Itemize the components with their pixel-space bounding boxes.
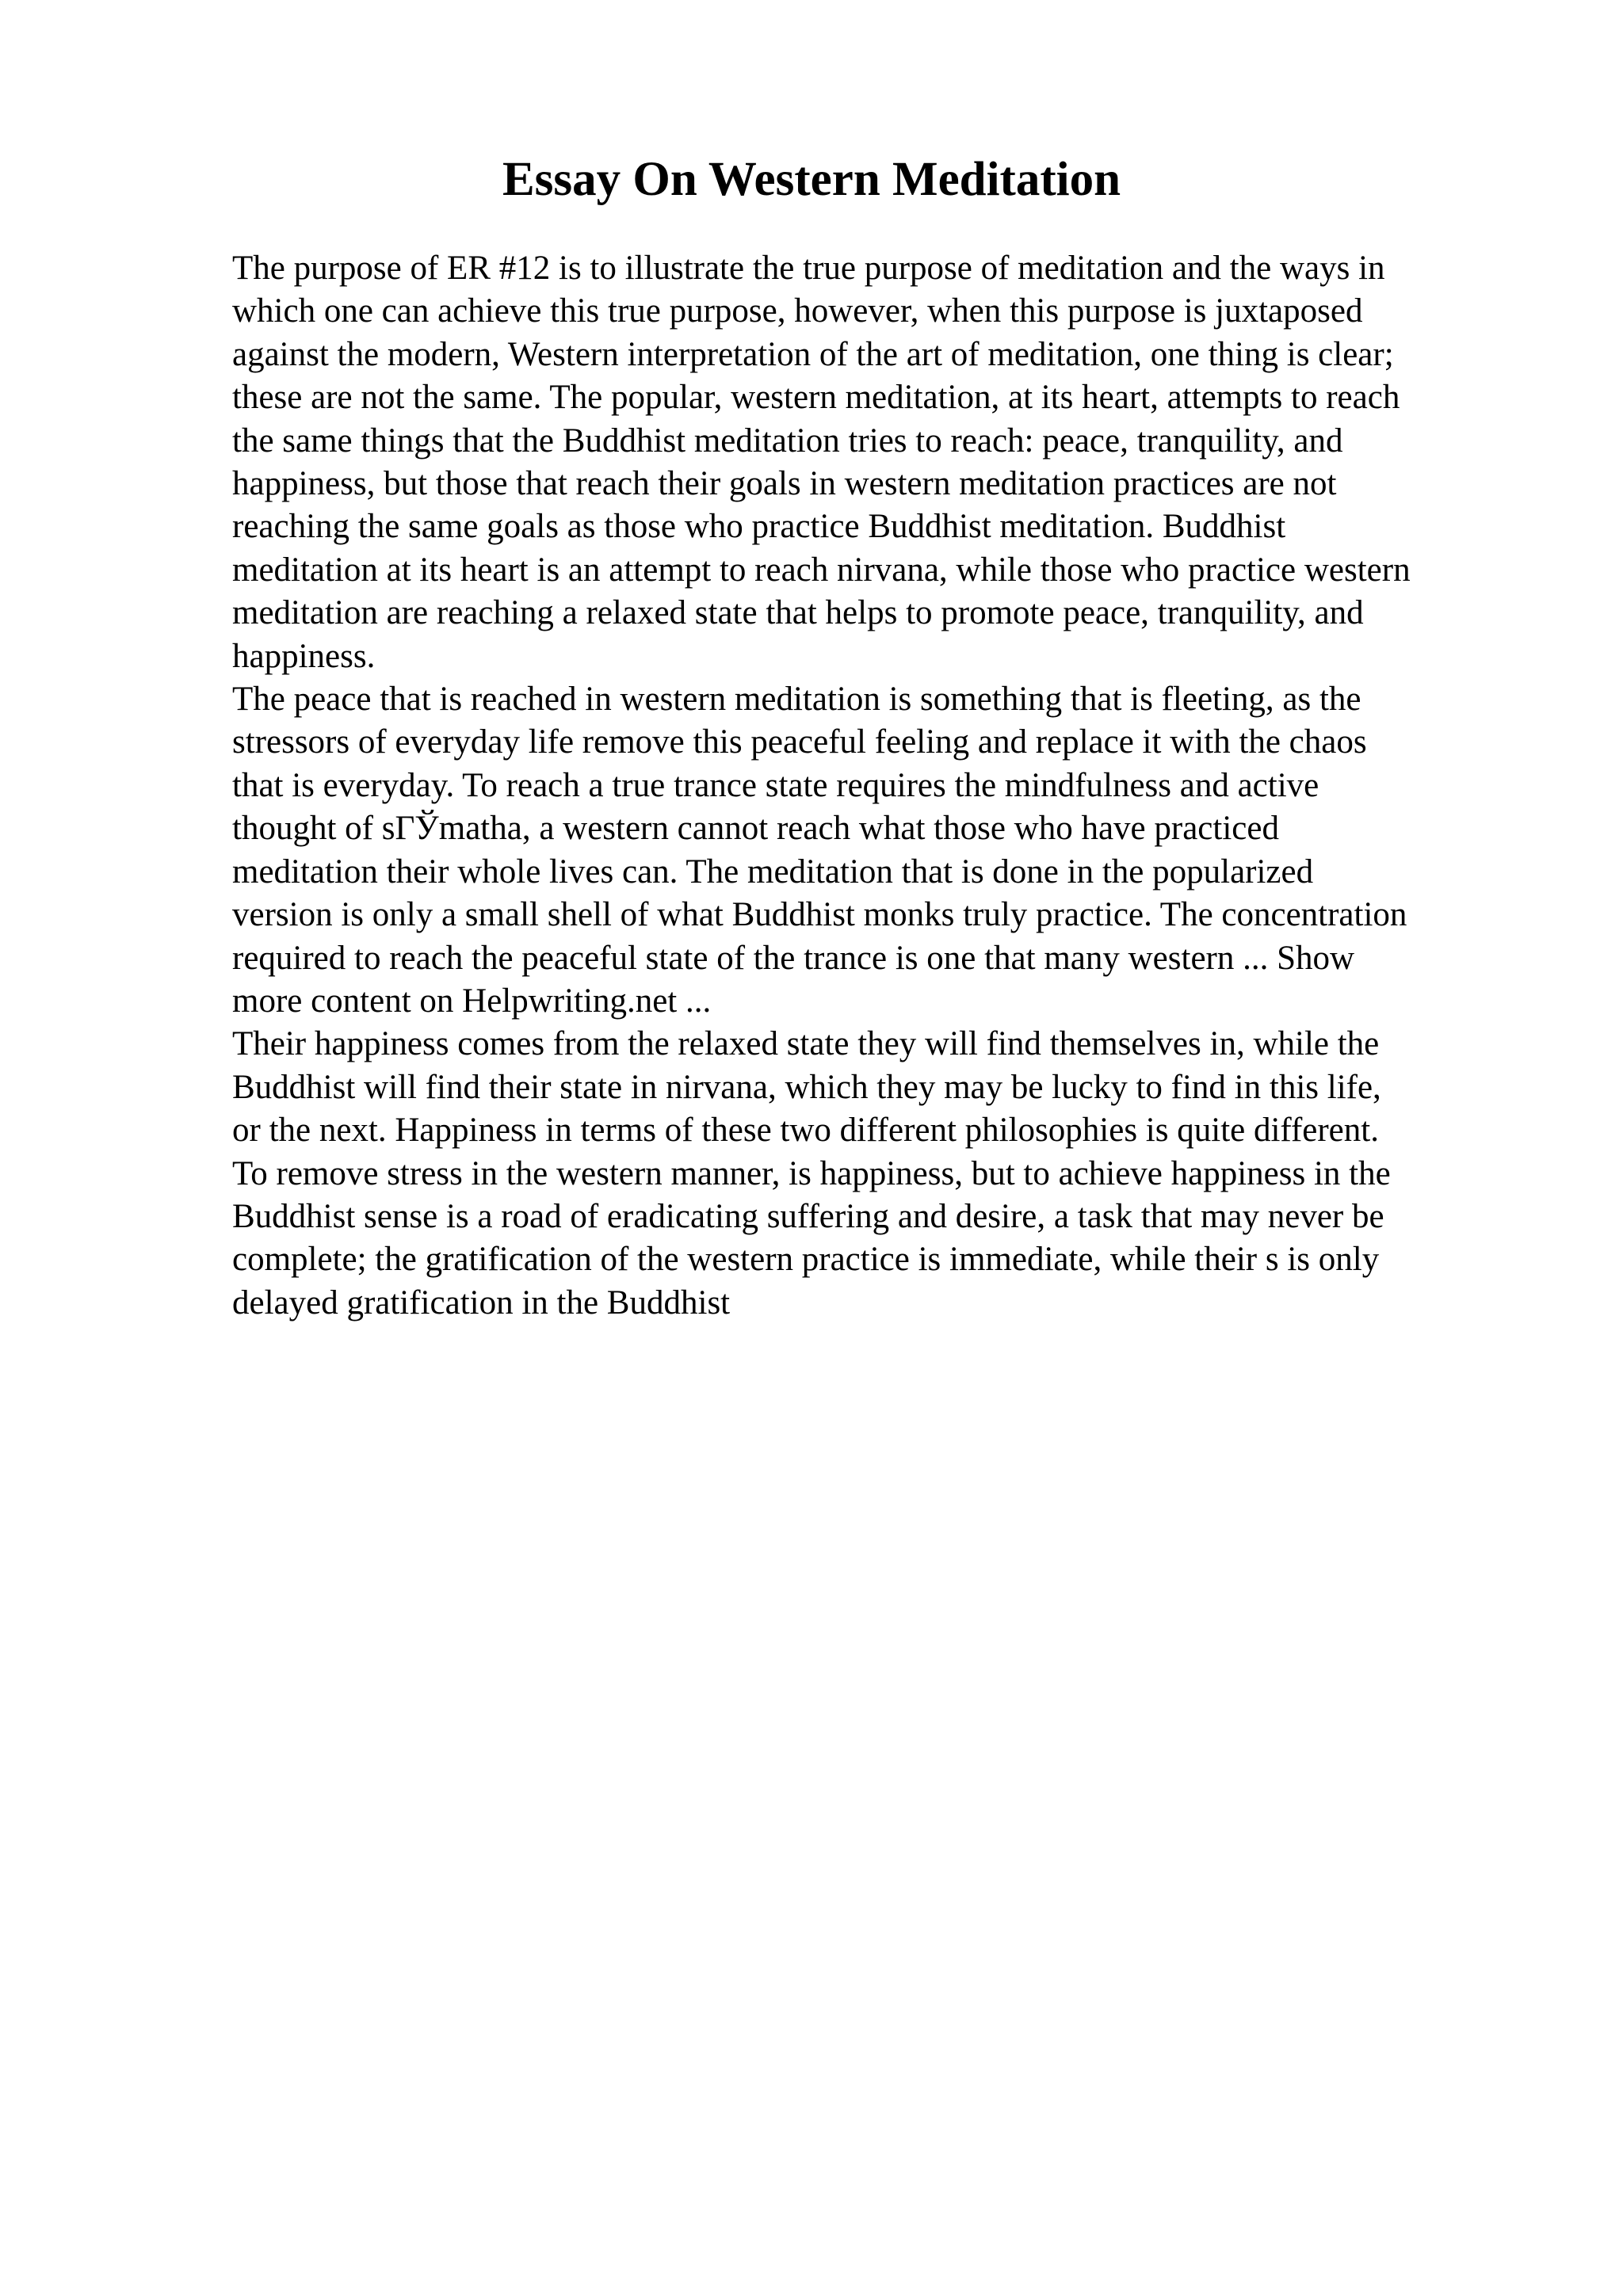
- text-line: reaching the same goals as those who practice Buddhist meditation. Buddhist: [232, 508, 1286, 546]
- text-line: Buddhist will find their state in nirvana, which they may be lucky to find in this life,: [232, 1068, 1381, 1106]
- text-line: meditation at its heart is an attempt to reach nirvana, while those who practice western: [232, 551, 1411, 589]
- text-line: The purpose of ER #12 is to illustrate the true purpose of meditation and the ways in: [232, 250, 1385, 287]
- text-line: more content on Helpwriting.net ...: [232, 982, 712, 1020]
- text-line: meditation are reaching a relaxed state that helps to promote peace, tranquility, and: [232, 594, 1364, 632]
- document-title: Essay On Western Meditation: [502, 153, 1121, 206]
- paragraph-2: [232, 678, 1516, 1023]
- text-line: or the next. Happiness in terms of these two different philosophies is quite different.: [232, 1112, 1379, 1150]
- text-line: the same things that the Buddhist meditation tries to reach: peace, tranquility, and: [232, 421, 1343, 460]
- document-body: [232, 247, 1516, 1325]
- text-line: happiness.: [232, 637, 376, 675]
- text-line: against the modern, Western interpretation of the art of meditation, one thing is clear;: [232, 335, 1394, 373]
- paragraph-1: [232, 247, 1516, 678]
- text-line: Buddhist sense is a road of eradicating suffering and desire, a task that may never be: [232, 1197, 1384, 1235]
- text-line: version is only a small shell of what Buddhist monks truly practice. The concentration: [232, 896, 1407, 934]
- text-line: To remove stress in the western manner, is happiness, but to achieve happiness in the: [232, 1154, 1391, 1192]
- text-line: happiness, but those that reach their goals in western meditation practices are not: [232, 465, 1337, 503]
- text-line: that is everyday. To reach a true trance state requires the mindfulness and active: [232, 766, 1319, 804]
- text-line: stressors of everyday life remove this peaceful feeling and replace it with the chaos: [232, 723, 1367, 761]
- text-line: meditation their whole lives can. The meditation that is done in the popularized: [232, 852, 1314, 891]
- text-line: required to reach the peaceful state of the trance is one that many western ... Show: [232, 939, 1355, 977]
- text-line: thought of sΓЎmatha, a western cannot reach what those who have practiced: [232, 810, 1279, 848]
- text-line: which one can achieve this true purpose, however, when this purpose is juxtaposed: [232, 292, 1363, 330]
- paragraph-3: [232, 1023, 1516, 1325]
- text-line: The peace that is reached in western meditation is something that is fleeting, as the: [232, 681, 1361, 719]
- text-line: complete; the gratification of the western practice is immediate, while their s is only: [232, 1241, 1380, 1279]
- text-line: these are not the same. The popular, western meditation, at its heart, attempts to reach: [232, 379, 1400, 417]
- text-line: delayed gratification in the Buddhist: [232, 1283, 731, 1322]
- text-line: Their happiness comes from the relaxed state they will find themselves in, while the: [232, 1025, 1380, 1063]
